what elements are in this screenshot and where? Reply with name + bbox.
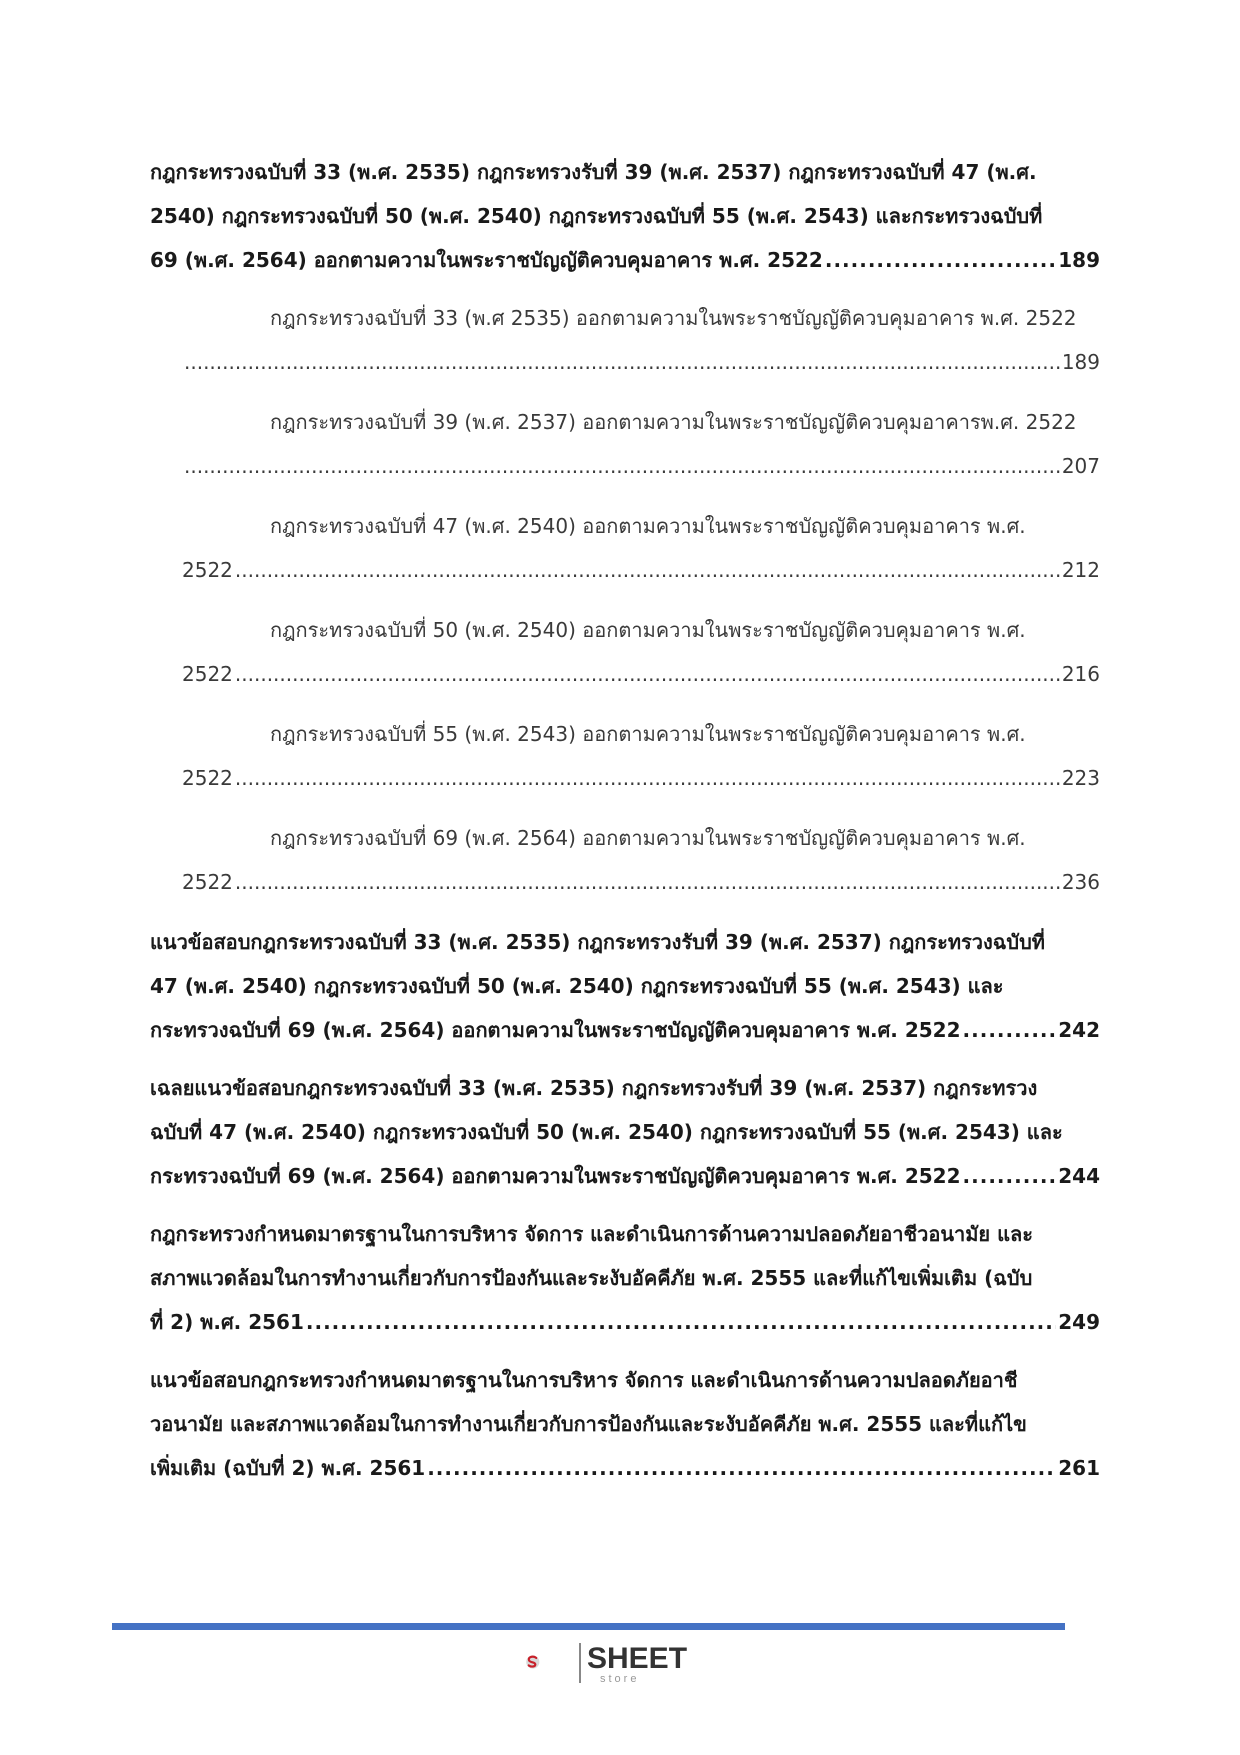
toc-entry-main[interactable] [150,920,1100,1052]
toc-entry-last-line: ที่ 2) พ.ศ. 2561 [150,1310,304,1334]
toc-entry-line: กฎกระทรวงฉบับที่ 55 (พ.ศ. 2543) ออกตามความในพระราชบัญญัติควบคุมอาคาร พ.ศ. [270,722,1026,746]
toc-leader-line [182,860,1100,904]
page-number: 223 [1061,766,1100,790]
toc-leader-line [182,756,1100,800]
toc-leader-line [182,548,1100,592]
toc-entry-line: แนวข้อสอบกฎกระทรวงกำหนดมาตรฐานในการบริหาร จัดการ และดำเนินการด้านความปลอดภัยอาชี [150,1368,1018,1392]
page-number: 189 [1058,248,1100,272]
toc-entry-line: กฎกระทรวงฉบับที่ 33 (พ.ศ. 2535) กฎกระทรวงรับที่ 39 (พ.ศ. 2537) กฎกระทรวงฉบับที่ 47 (พ.ศ. [150,160,1037,184]
toc-entry-last-line: 2522 [182,766,233,790]
leader-dots [427,1446,1056,1490]
toc-entry-line: แนวข้อสอบกฎกระทรวงฉบับที่ 33 (พ.ศ. 2535) กฎกระทรวงรับที่ 39 (พ.ศ. 2537) กฎกระทรวงฉบับที่ [150,930,1045,954]
toc-leader-line [182,444,1100,488]
toc-entry-line: กฎกระทรวงฉบับที่ 69 (พ.ศ. 2564) ออกตามความในพระราชบัญญัติควบคุมอาคาร พ.ศ. [270,826,1026,850]
leader-dots [963,1154,1057,1198]
toc-entry-line: กฎกระทรวงฉบับที่ 33 (พ.ศ 2535) ออกตามความในพระราชบัญญัติควบคุมอาคาร พ.ศ. 2522 [270,306,1077,330]
toc-leader-line [150,1154,1100,1198]
toc-entry-line: วอนามัย และสภาพแวดล้อมในการทำงานเกี่ยวกับการป้องกันและระงับอัคคีภัย พ.ศ. 2555 และที่แก้ไข [150,1412,1027,1436]
logo-brand-text: SHEET [587,1642,688,1675]
page-number: 242 [1058,1018,1100,1042]
toc-leader-line [150,1008,1100,1052]
toc-entry-line: 2540) กฎกระทรวงฉบับที่ 50 (พ.ศ. 2540) กฎกระทรวงฉบับที่ 55 (พ.ศ. 2543) และกระทรวงฉบับที่ [150,204,1043,228]
toc-entry-line: กฎกระทรวงกำหนดมาตรฐานในการบริหาร จัดการ และดำเนินการด้านความปลอดภัยอาชีวอนามัย และ [150,1222,1033,1246]
toc-entry-line: กฎกระทรวงฉบับที่ 47 (พ.ศ. 2540) ออกตามความในพระราชบัญญัติควบคุมอาคาร พ.ศ. [270,514,1026,538]
toc-entry-line: สภาพแวดล้อมในการทำงานเกี่ยวกับการป้องกันและระงับอัคคีภัย พ.ศ. 2555 และที่แก้ไขเพิ่มเติม (ฉบับ [150,1266,1033,1290]
toc-entry-sub[interactable] [150,608,1100,696]
page-number: 216 [1061,662,1100,686]
leader-dots [235,756,1060,800]
toc-entry-sub[interactable] [150,816,1100,904]
logo-sub-text: store [600,1673,640,1685]
leader-dots [963,1008,1057,1052]
sheet-store-logo-icon [525,1637,575,1687]
leader-dots [235,548,1060,592]
toc-entry-last-line: 2522 [182,870,233,894]
toc-entry-line: 47 (พ.ศ. 2540) กฎกระทรวงฉบับที่ 50 (พ.ศ. 2540) กฎกระทรวงฉบับที่ 55 (พ.ศ. 2543) และ [150,974,1004,998]
toc-entry-main[interactable] [150,1358,1100,1490]
toc-entry-last-line: 2522 [182,662,233,686]
toc-entry-sub[interactable] [150,296,1100,384]
toc-entry-line: ฉบับที่ 47 (พ.ศ. 2540) กฎกระทรวงฉบับที่ 50 (พ.ศ. 2540) กฎกระทรวงฉบับที่ 55 (พ.ศ. 2543) และ [150,1120,1063,1144]
logo-divider [579,1643,581,1683]
toc-entry-main[interactable] [150,1066,1100,1198]
page-number: 249 [1058,1310,1100,1334]
toc-entry-last-line: กระทรวงฉบับที่ 69 (พ.ศ. 2564) ออกตามความในพระราชบัญญัติควบคุมอาคาร พ.ศ. 2522 [150,1018,961,1042]
toc-leader-line [182,340,1100,384]
toc-entry-sub[interactable] [150,712,1100,800]
toc-entry-last-line: 69 (พ.ศ. 2564) ออกตามความในพระราชบัญญัติควบคุมอาคาร พ.ศ. 2522 [150,248,823,272]
toc-entry-line: กฎกระทรวงฉบับที่ 50 (พ.ศ. 2540) ออกตามความในพระราชบัญญัติควบคุมอาคาร พ.ศ. [270,618,1026,642]
toc-entry-main[interactable] [150,1212,1100,1344]
footer-rule [112,1623,1065,1630]
toc-leader-line [150,1300,1100,1344]
toc-entry-sub[interactable] [150,504,1100,592]
page-number: 236 [1061,870,1100,894]
leader-dots [825,238,1056,282]
toc-leader-line [182,652,1100,696]
toc-leader-line [150,1446,1100,1490]
toc-entry-line: เฉลยแนวข้อสอบกฎกระทรวงฉบับที่ 33 (พ.ศ. 2535) กฎกระทรวงรับที่ 39 (พ.ศ. 2537) กฎกระทรวง [150,1076,1038,1100]
page-number: 261 [1058,1456,1100,1480]
toc-entry-sub[interactable] [150,400,1100,488]
page-number: 244 [1058,1164,1100,1188]
table-of-contents [150,150,1100,1504]
toc-entry-last-line: 2522 [182,558,233,582]
toc-leader-line [150,238,1100,282]
toc-entry-main[interactable] [150,150,1100,282]
leader-dots [306,1300,1056,1344]
toc-entry-last-line: กระทรวงฉบับที่ 69 (พ.ศ. 2564) ออกตามความในพระราชบัญญัติควบคุมอาคาร พ.ศ. 2522 [150,1164,961,1188]
leader-dots [184,340,1060,384]
leader-dots [235,860,1060,904]
toc-entry-line: กฎกระทรวงฉบับที่ 39 (พ.ศ. 2537) ออกตามความในพระราชบัญญัติควบคุมอาคารพ.ศ. 2522 [270,410,1077,434]
leader-dots [184,444,1060,488]
page-number: 207 [1061,454,1100,478]
leader-dots [235,652,1060,696]
toc-entry-last-line: เพิ่มเติม (ฉบับที่ 2) พ.ศ. 2561 [150,1456,426,1480]
page-number: 212 [1061,558,1100,582]
page-number: 189 [1061,350,1100,374]
